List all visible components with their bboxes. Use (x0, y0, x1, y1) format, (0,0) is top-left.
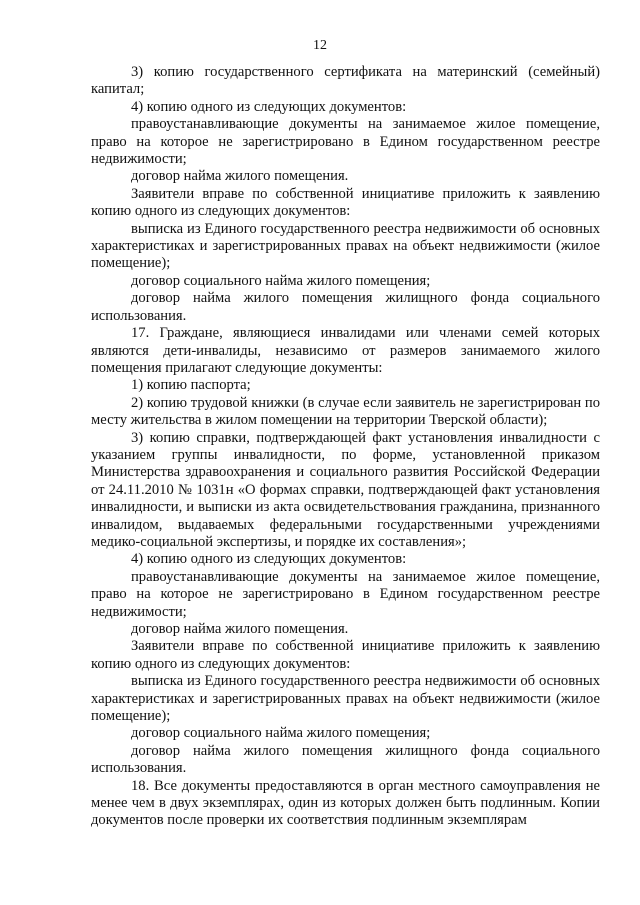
paragraph-item-3-disability: 3) копию справки, подтверждающей факт установления инвалидности с указанием группы инвалидности, по форме, установленной приказом Министерства здравоохранения и социального развития Российской Федерации от 24.11.2010 № 1031н «О формах справки, подтверждающей факт установления инвалидности, и выписки из акта освидетельствования гражданина, признанного инвалидом, выдаваемых федеральными государственными учреждениями медико-социальной экспертизы, и порядке их составления»; (91, 429, 600, 550)
paragraph-social-lease: договор социального найма жилого помещения; (131, 272, 431, 289)
paragraph-social-fund-lease-2: договор найма жилого помещения жилищного фонда социального использования. (91, 742, 600, 777)
paragraph-section-18: 18. Все документы предоставляются в орган местного самоуправления не менее чем в двух экземплярах, один из которых должен быть подлинным. Копии документов после проверки их соответствия подлинным экземплярам (91, 777, 600, 829)
page-number: 12 (313, 38, 327, 53)
paragraph-social-lease-2: договор социального найма жилого помещения; (131, 725, 431, 742)
paragraph-registry-extract: выписка из Единого государственного реестра недвижимости об основных характеристиках и зарегистрированных правах на объект недвижимости (жилое помещение); (91, 220, 600, 272)
paragraph-lease-agreement-2: договор найма жилого помещения. (131, 621, 349, 637)
paragraph-applicants-right-2: Заявители вправе по собственной инициативе приложить к заявлению копию одного из следующих документов: (91, 638, 600, 672)
paragraph-item-4-documents: 4) копию одного из следующих документов: (131, 98, 407, 115)
paragraph-item-1-passport: 1) копию паспорта; (131, 377, 251, 394)
paragraph-social-fund-lease: договор найма жилого помещения жилищного фонда социального использования. (91, 290, 600, 324)
paragraph-applicants-right: Заявители вправе по собственной инициативе приложить к заявлению копию одного из следующих документов: (91, 185, 600, 220)
paragraph-ownership-documents-2: правоустанавливающие документы на занимаемое жилое помещение, право на которое не зарегистрировано в Едином государственном реестре недвижимости; (91, 568, 600, 620)
paragraph-registry-extract-2: выписка из Единого государственного реестра недвижимости об основных характеристиках и зарегистрированных правах на объект недвижимости (жилое помещение); (91, 673, 600, 725)
paragraph-ownership-documents: правоустанавливающие документы на занимаемое жилое помещение, право на которое не зарегистрировано в Едином государственном реестре недвижимости; (91, 116, 600, 168)
paragraph-item-4-documents-2: 4) копию одного из следующих документов: (131, 551, 407, 568)
paragraph-item-3-certificate: 3) копию государственного сертификата на материнский (семейный) капитал; (91, 64, 600, 98)
paragraph-section-17: 17. Граждане, являющиеся инвалидами или членами семей которых являются дети-инвалиды, независимо от размеров занимаемого жилого помещения прилагают следующие документы: (91, 325, 600, 376)
paragraph-item-2-workbook: 2) копию трудовой книжки (в случае если заявитель не зарегистрирован по месту жительства в жилом помещении на территории Тверской области); (91, 394, 600, 429)
paragraph-lease-agreement: договор найма жилого помещения. (131, 168, 349, 185)
document-body (91, 64, 600, 830)
